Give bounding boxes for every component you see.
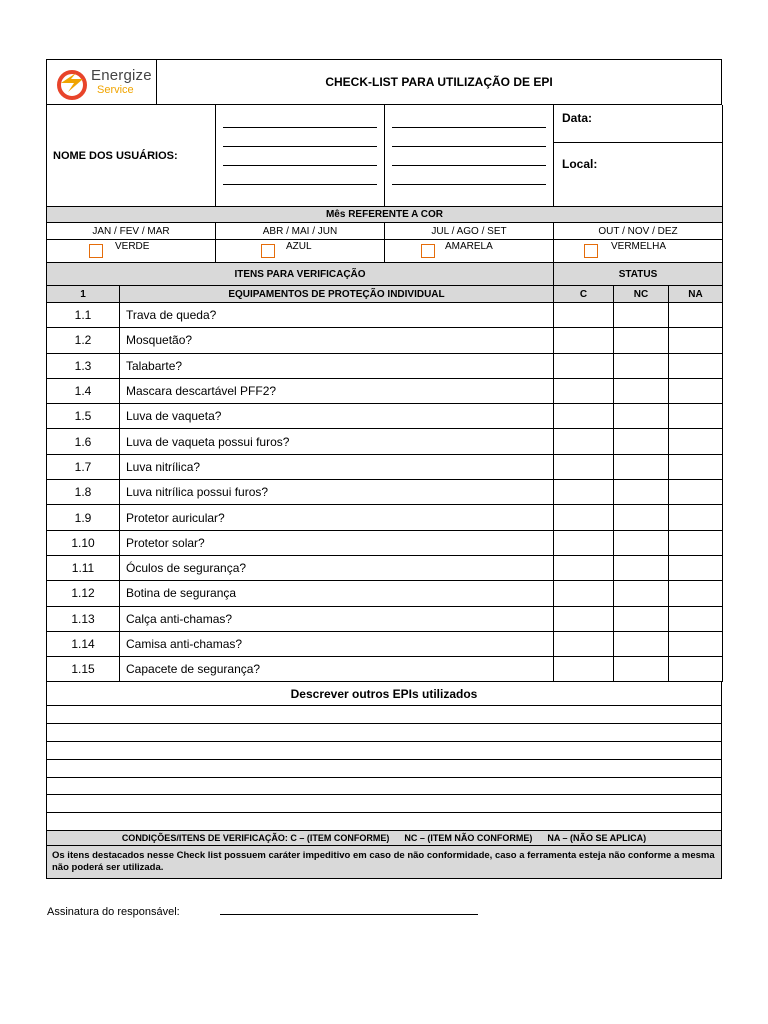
color-label-verde: VERDE	[115, 241, 150, 252]
month-range-4: OUT / NOV / DEZ	[554, 223, 723, 240]
item-description: Botina de segurança	[120, 581, 554, 606]
color-option-vermelha	[554, 240, 723, 263]
table-row	[47, 606, 723, 631]
month-section-title: Mês REFERENTE A COR	[47, 207, 723, 223]
company-logo	[57, 66, 157, 100]
table-row	[47, 530, 723, 555]
users-section	[46, 105, 723, 207]
status-c-cell[interactable]	[554, 303, 614, 328]
status-na-cell[interactable]	[669, 555, 723, 580]
other-epis-line[interactable]	[47, 742, 722, 760]
status-c-cell[interactable]	[554, 581, 614, 606]
logo-sub: Service	[97, 84, 134, 96]
other-epis-line[interactable]	[47, 724, 722, 742]
status-na-cell[interactable]	[669, 505, 723, 530]
status-c-cell[interactable]	[554, 378, 614, 403]
status-nc-cell[interactable]	[614, 378, 669, 403]
status-title: STATUS	[554, 263, 723, 286]
logo-name: Energize	[91, 67, 152, 84]
color-option-amarela	[385, 240, 554, 263]
color-label-amarela: AMARELA	[445, 241, 493, 252]
table-row	[47, 505, 723, 530]
status-nc-cell[interactable]	[614, 505, 669, 530]
item-number: 1.15	[47, 657, 120, 682]
color-label-azul: AZUL	[286, 241, 312, 252]
status-na-cell[interactable]	[669, 454, 723, 479]
other-epis-line[interactable]	[47, 777, 722, 795]
status-na-cell[interactable]	[669, 581, 723, 606]
verification-title: ITENS PARA VERIFICAÇÃO	[47, 263, 554, 286]
status-c-cell[interactable]	[554, 505, 614, 530]
status-c-cell[interactable]	[554, 555, 614, 580]
other-epis-line[interactable]	[47, 759, 722, 777]
month-range-3: JUL / AGO / SET	[385, 223, 554, 240]
checkbox-vermelha[interactable]	[584, 244, 598, 258]
status-nc-cell[interactable]	[614, 530, 669, 555]
col-header-c: C	[554, 286, 614, 303]
checkbox-amarela[interactable]	[421, 244, 435, 258]
item-description: Luva de vaqueta?	[120, 404, 554, 429]
item-number: 1.3	[47, 353, 120, 378]
item-number: 1.1	[47, 303, 120, 328]
item-description: Camisa anti-chamas?	[120, 631, 554, 656]
table-row	[47, 378, 723, 403]
table-row	[47, 353, 723, 378]
date-field[interactable]	[554, 106, 723, 143]
table-row	[47, 657, 723, 682]
status-na-cell[interactable]	[669, 480, 723, 505]
col-header-na: NA	[669, 286, 723, 303]
epi-checklist-form	[46, 59, 722, 879]
status-c-cell[interactable]	[554, 454, 614, 479]
status-c-cell[interactable]	[554, 429, 614, 454]
status-nc-cell[interactable]	[614, 631, 669, 656]
impediment-note: Os itens destacados nesse Check list possuem caráter impeditivo em caso de não conformidade, caso a ferramenta esteja não conforme a mesma não poderá ser utilizada.	[47, 846, 722, 879]
status-nc-cell[interactable]	[614, 480, 669, 505]
form-title: CHECK-LIST PARA UTILIZAÇÃO DE EPI	[157, 60, 722, 105]
items-body	[47, 303, 723, 682]
item-description: Luva de vaqueta possui furos?	[120, 429, 554, 454]
status-na-cell[interactable]	[669, 657, 723, 682]
form-header	[46, 59, 722, 105]
status-nc-cell[interactable]	[614, 429, 669, 454]
status-c-cell[interactable]	[554, 631, 614, 656]
status-c-cell[interactable]	[554, 480, 614, 505]
item-description: Luva nitrílica possui furos?	[120, 480, 554, 505]
verification-table	[46, 263, 723, 682]
status-nc-cell[interactable]	[614, 328, 669, 353]
other-epis-line[interactable]	[47, 813, 722, 831]
status-c-cell[interactable]	[554, 328, 614, 353]
users-field-1[interactable]	[216, 105, 385, 207]
table-row	[47, 328, 723, 353]
status-na-cell[interactable]	[669, 530, 723, 555]
item-number: 1.8	[47, 480, 120, 505]
status-na-cell[interactable]	[669, 328, 723, 353]
checkbox-azul[interactable]	[261, 244, 275, 258]
local-label: Local:	[562, 156, 598, 171]
status-nc-cell[interactable]	[614, 657, 669, 682]
table-row	[47, 404, 723, 429]
item-number: 1.11	[47, 555, 120, 580]
status-nc-cell[interactable]	[614, 303, 669, 328]
local-field[interactable]	[554, 143, 722, 206]
status-na-cell[interactable]	[669, 631, 723, 656]
item-description: Capacete de segurança?	[120, 657, 554, 682]
status-na-cell[interactable]	[669, 606, 723, 631]
energize-logo-icon	[57, 70, 87, 100]
other-epis-title: Descrever outros EPIs utilizados	[47, 682, 722, 706]
month-range-1: JAN / FEV / MAR	[47, 223, 216, 240]
item-description: Luva nitrílica?	[120, 454, 554, 479]
status-c-cell[interactable]	[554, 353, 614, 378]
item-number: 1.13	[47, 606, 120, 631]
legend-text: CONDIÇÕES/ITENS DE VERIFICAÇÃO: C – (ITEM CONFORME) NC – (ITEM NÃO CONFORME) NA – (NÃO SE APLICA)	[47, 831, 722, 846]
item-description: Protetor solar?	[120, 530, 554, 555]
date-label: Data:	[562, 110, 593, 125]
item-number: 1.12	[47, 581, 120, 606]
status-na-cell[interactable]	[669, 429, 723, 454]
item-description: Talabarte?	[120, 353, 554, 378]
table-row	[47, 429, 723, 454]
table-row	[47, 454, 723, 479]
status-nc-cell[interactable]	[614, 555, 669, 580]
date-local-cell	[554, 105, 723, 207]
item-description: Protetor auricular?	[120, 505, 554, 530]
status-c-cell[interactable]	[554, 404, 614, 429]
color-label-vermelha: VERMELHA	[611, 241, 667, 252]
status-na-cell[interactable]	[669, 378, 723, 403]
other-epis-line[interactable]	[47, 706, 722, 724]
month-section	[46, 207, 723, 263]
table-row	[47, 303, 723, 328]
checkbox-verde[interactable]	[89, 244, 103, 258]
color-option-azul	[216, 240, 385, 263]
status-nc-cell[interactable]	[614, 606, 669, 631]
other-epis-line[interactable]	[47, 795, 722, 813]
other-epis-section	[46, 682, 722, 879]
item-description: Mosquetão?	[120, 328, 554, 353]
users-field-2[interactable]	[385, 105, 554, 207]
signature-label: Assinatura do responsável:	[47, 906, 180, 918]
status-na-cell[interactable]	[669, 404, 723, 429]
table-row	[47, 555, 723, 580]
group-title: EQUIPAMENTOS DE PROTEÇÃO INDIVIDUAL	[120, 286, 554, 303]
color-option-verde	[47, 240, 216, 263]
item-number: 1.9	[47, 505, 120, 530]
logo-cell	[47, 60, 157, 105]
item-number: 1.4	[47, 378, 120, 403]
status-na-cell[interactable]	[669, 303, 723, 328]
status-c-cell[interactable]	[554, 657, 614, 682]
status-c-cell[interactable]	[554, 606, 614, 631]
status-nc-cell[interactable]	[614, 404, 669, 429]
item-number: 1.5	[47, 404, 120, 429]
col-header-nc: NC	[614, 286, 669, 303]
item-description: Óculos de segurança?	[120, 555, 554, 580]
item-description: Trava de queda?	[120, 303, 554, 328]
status-nc-cell[interactable]	[614, 353, 669, 378]
status-na-cell[interactable]	[669, 353, 723, 378]
item-number: 1.14	[47, 631, 120, 656]
item-number: 1.10	[47, 530, 120, 555]
status-c-cell[interactable]	[554, 530, 614, 555]
item-description: Mascara descartável PFF2?	[120, 378, 554, 403]
table-row	[47, 631, 723, 656]
item-number: 1.7	[47, 454, 120, 479]
status-nc-cell[interactable]	[614, 454, 669, 479]
table-row	[47, 480, 723, 505]
status-nc-cell[interactable]	[614, 581, 669, 606]
signature-line[interactable]	[220, 914, 478, 915]
item-number: 1.2	[47, 328, 120, 353]
month-range-2: ABR / MAI / JUN	[216, 223, 385, 240]
users-label: NOME DOS USUÁRIOS:	[47, 105, 216, 207]
item-number: 1.6	[47, 429, 120, 454]
table-row	[47, 581, 723, 606]
item-description: Calça anti-chamas?	[120, 606, 554, 631]
group-number: 1	[47, 286, 120, 303]
